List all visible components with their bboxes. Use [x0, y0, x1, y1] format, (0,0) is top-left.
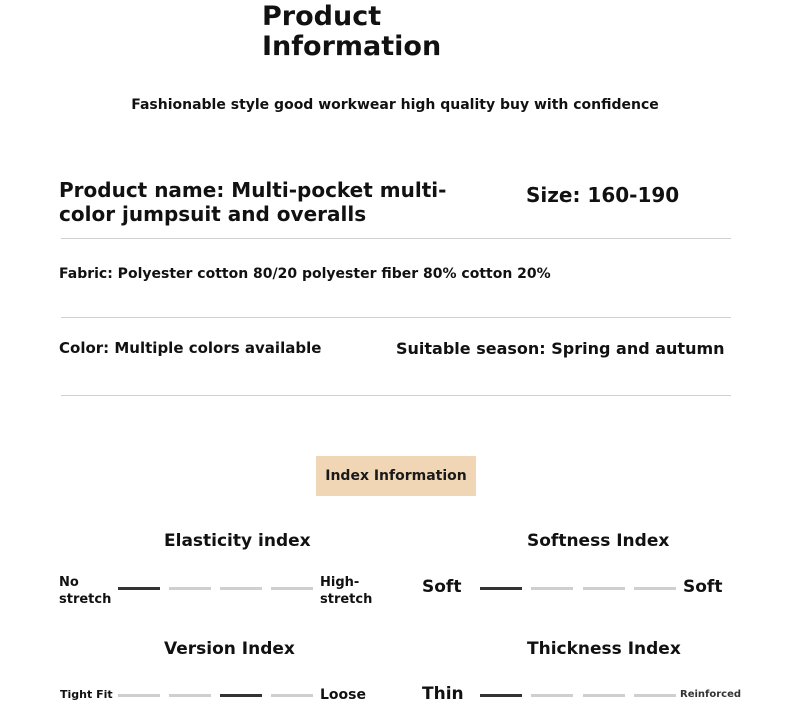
spec-size: Size: 160-190	[526, 183, 680, 207]
scale-segment	[531, 587, 573, 590]
index-left-label-elasticity: No stretch	[59, 575, 112, 607]
scale-segment	[634, 694, 676, 697]
index-right-label-softness: Soft	[683, 577, 723, 597]
spec-color: Color: Multiple colors available	[59, 339, 322, 357]
index-information-badge: Index Information	[316, 456, 476, 496]
divider	[61, 317, 731, 318]
scale-segment	[583, 694, 625, 697]
spec-fabric: Fabric: Polyester cotton 80/20 polyester fiber 80% cotton 20%	[59, 266, 551, 282]
scale-segment	[480, 587, 522, 590]
scale-segment	[271, 694, 313, 697]
scale-segment	[169, 587, 211, 590]
spec-season: Suitable season: Spring and autumn	[396, 339, 725, 358]
page-title: Product Information	[262, 1, 442, 62]
index-right-label-version: Loose	[320, 687, 366, 703]
scale-segment	[271, 587, 313, 590]
spec-product-name: Product name: Multi-pocket multi-color jumpsuit and overalls	[59, 178, 447, 226]
scale-segment	[634, 587, 676, 590]
index-right-label-thickness: Reinforced	[680, 689, 742, 700]
scale-segment	[480, 694, 522, 697]
scale-segment	[118, 694, 160, 697]
index-left-label-thickness: Thin	[422, 684, 464, 704]
index-title-softness: Softness Index	[527, 531, 670, 551]
scale-segment	[531, 694, 573, 697]
divider	[61, 395, 731, 396]
index-title-version: Version Index	[164, 639, 295, 659]
index-left-label-softness: Soft	[422, 577, 462, 597]
index-title-thickness: Thickness Index	[527, 639, 681, 659]
scale-segment	[169, 694, 211, 697]
scale-segment	[118, 587, 160, 590]
scale-segment	[583, 587, 625, 590]
index-title-elasticity: Elasticity index	[164, 531, 311, 551]
page-subtitle: Fashionable style good workwear high quality buy with confidence	[131, 97, 659, 113]
index-left-label-version: Tight Fit	[60, 688, 113, 701]
scale-segment	[220, 694, 262, 697]
index-right-label-elasticity: High-stretch	[320, 575, 373, 607]
divider	[61, 238, 731, 239]
scale-segment	[220, 587, 262, 590]
